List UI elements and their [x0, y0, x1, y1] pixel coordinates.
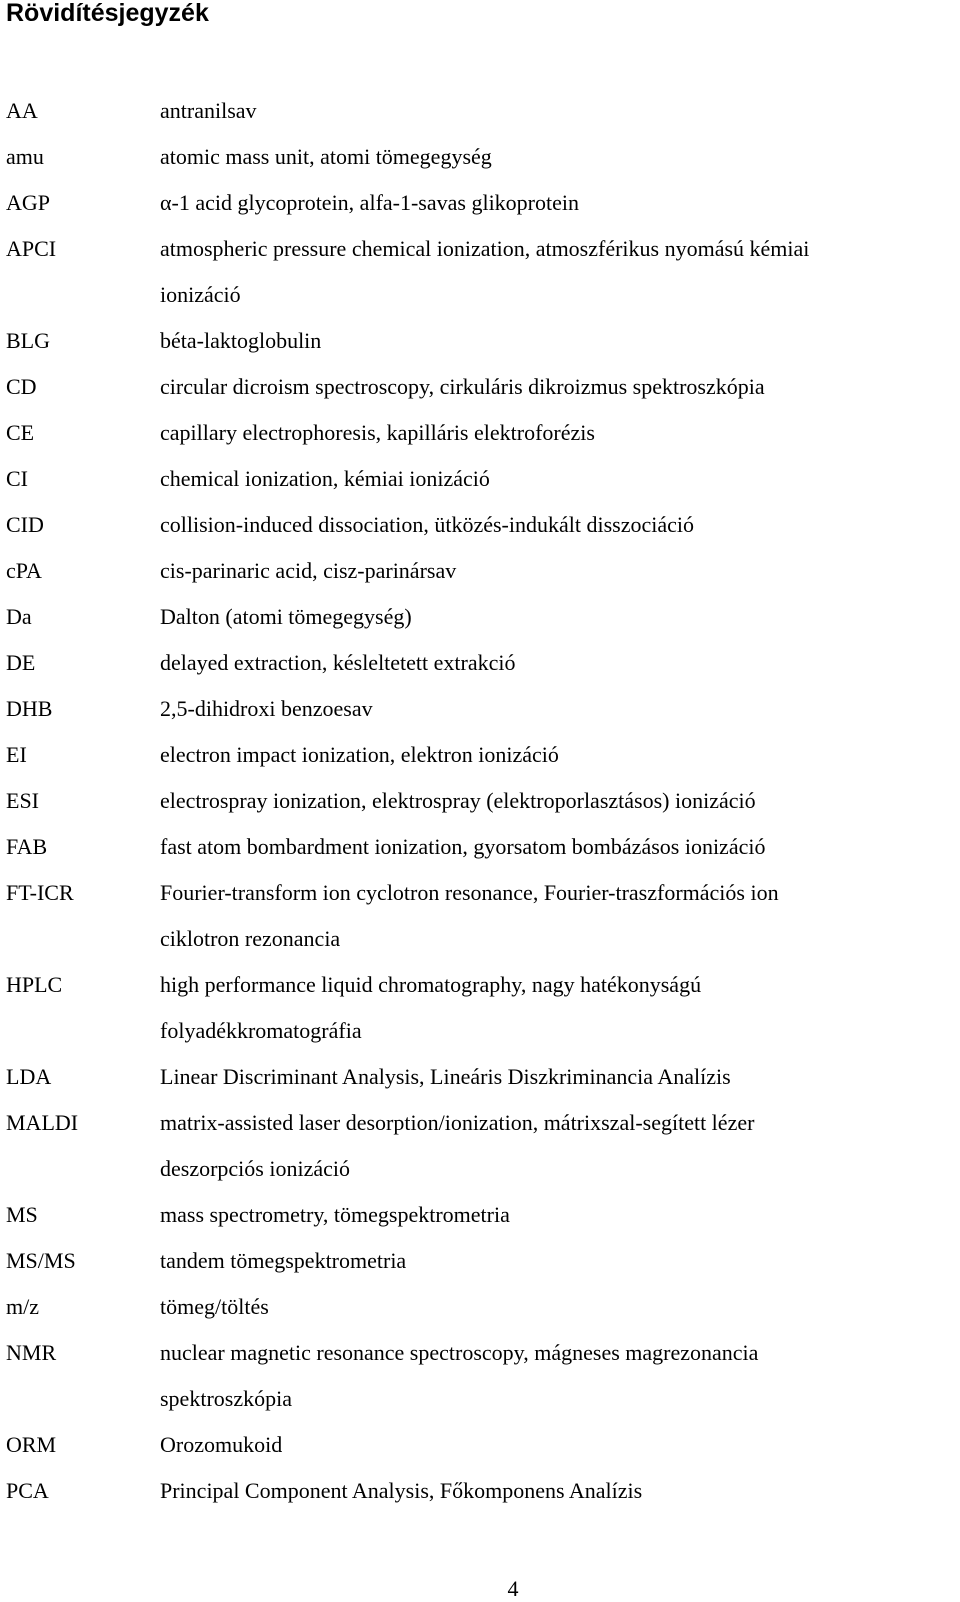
- abbreviation-definition: Orozomukoid: [160, 1432, 283, 1457]
- abbreviation-term: FT-ICR: [6, 880, 74, 905]
- abbreviation-definition: mass spectrometry, tömegspektrometria: [160, 1202, 510, 1227]
- abbreviation-row: [0, 1192, 960, 1238]
- abbreviation-term: m/z: [6, 1294, 39, 1319]
- abbreviation-definition: cis-parinaric acid, cisz-parinársav: [160, 558, 457, 583]
- abbreviation-term: HPLC: [6, 972, 63, 997]
- abbreviation-definition: tömeg/töltés: [160, 1294, 269, 1319]
- abbreviation-term: DHB: [6, 696, 53, 721]
- abbreviation-row: [0, 502, 960, 548]
- abbreviation-definition: Dalton (atomi tömegegység): [160, 604, 412, 629]
- abbreviation-row: [0, 364, 960, 410]
- abbreviation-term: EI: [6, 742, 27, 767]
- abbreviation-term: ORM: [6, 1432, 57, 1457]
- abbreviation-row: [0, 88, 960, 134]
- abbreviation-row: [0, 732, 960, 778]
- abbreviation-definition: nuclear magnetic resonance spectroscopy, mágneses magrezonancia spektroszkópia: [160, 1340, 759, 1411]
- abbreviation-term: NMR: [6, 1340, 57, 1365]
- abbreviation-row: [0, 410, 960, 456]
- abbreviation-term: MALDI: [6, 1110, 79, 1135]
- abbreviation-row: [0, 1284, 960, 1330]
- abbreviation-row: [0, 456, 960, 502]
- abbreviation-definition: tandem tömegspektrometria: [160, 1248, 407, 1273]
- abbreviation-row: [0, 318, 960, 364]
- abbreviation-definition: capillary electrophoresis, kapilláris elektroforézis: [160, 420, 595, 445]
- abbreviation-row: [0, 1100, 960, 1192]
- abbreviation-term: AGP: [6, 190, 51, 215]
- abbreviation-term: ESI: [6, 788, 39, 813]
- abbreviation-term: MS/MS: [6, 1248, 76, 1273]
- abbreviation-term: FAB: [6, 834, 48, 859]
- abbreviation-row: [0, 870, 960, 962]
- abbreviation-term: CID: [6, 512, 44, 537]
- abbreviation-term: PCA: [6, 1478, 49, 1503]
- abbreviation-definition: Linear Discriminant Analysis, Lineáris Diszkriminancia Analízis: [160, 1064, 731, 1089]
- abbreviation-term: amu: [6, 144, 44, 169]
- abbreviation-definition: atmospheric pressure chemical ionization, atmoszférikus nyomású kémiai ionizáció: [160, 236, 810, 307]
- page-title: Rövidítésjegyzék: [6, 0, 209, 27]
- abbreviation-term: DE: [6, 650, 36, 675]
- abbreviation-definition: electrospray ionization, elektrospray (elektroporlasztásos) ionizáció: [160, 788, 756, 813]
- abbreviation-row: [0, 1238, 960, 1284]
- abbreviation-term: cPA: [6, 558, 42, 583]
- abbreviation-term: BLG: [6, 328, 50, 353]
- abbreviation-definition: fast atom bombardment ionization, gyorsatom bombázásos ionizáció: [160, 834, 766, 859]
- abbreviation-row: [0, 1054, 960, 1100]
- abbreviation-definition: Principal Component Analysis, Főkomponens Analízis: [160, 1478, 643, 1503]
- abbreviation-definition: delayed extraction, késleltetett extrakció: [160, 650, 516, 675]
- abbreviation-definition: antranilsav: [160, 98, 257, 123]
- page-number: 4: [507, 1576, 519, 1601]
- abbreviation-term: CE: [6, 420, 35, 445]
- abbreviation-row: [0, 134, 960, 180]
- abbreviation-list: [0, 88, 960, 1514]
- abbreviation-definition: electron impact ionization, elektron ionizáció: [160, 742, 559, 767]
- abbreviation-row: [0, 640, 960, 686]
- abbreviation-definition: béta-laktoglobulin: [160, 328, 322, 353]
- abbreviation-definition: atomic mass unit, atomi tömegegység: [160, 144, 492, 169]
- abbreviation-row: [0, 180, 960, 226]
- abbreviation-term: AA: [6, 98, 38, 123]
- abbreviation-definition: chemical ionization, kémiai ionizáció: [160, 466, 490, 491]
- abbreviation-term: LDA: [6, 1064, 52, 1089]
- abbreviation-definition: Fourier-transform ion cyclotron resonance, Fourier-traszformációs ion ciklotron rezonancia: [160, 880, 779, 951]
- abbreviation-definition: high performance liquid chromatography, nagy hatékonyságú folyadékkromatográfia: [160, 972, 702, 1043]
- abbreviation-row: [0, 778, 960, 824]
- abbreviation-definition: 2,5-dihidroxi benzoesav: [160, 696, 373, 721]
- abbreviation-term: APCI: [6, 236, 57, 261]
- abbreviation-term: CD: [6, 374, 37, 399]
- abbreviation-term: Da: [6, 604, 32, 629]
- abbreviation-row: [0, 1330, 960, 1422]
- abbreviation-definition: matrix-assisted laser desorption/ionization, mátrixszal-segített lézer deszorpciós ionizáció: [160, 1110, 755, 1181]
- abbreviation-definition: collision-induced dissociation, ütközés-indukált disszociáció: [160, 512, 694, 537]
- abbreviation-term: MS: [6, 1202, 38, 1227]
- abbreviation-row: [0, 1468, 960, 1514]
- abbreviation-row: [0, 594, 960, 640]
- abbreviation-row: [0, 962, 960, 1054]
- abbreviation-definition: α-1 acid glycoprotein, alfa-1-savas glikoprotein: [160, 190, 579, 215]
- abbreviation-row: [0, 548, 960, 594]
- abbreviation-row: [0, 824, 960, 870]
- abbreviation-term: CI: [6, 466, 28, 491]
- abbreviation-definition: circular dicroism spectroscopy, cirkuláris dikroizmus spektroszkópia: [160, 374, 765, 399]
- abbreviation-row: [0, 1422, 960, 1468]
- abbreviation-row: [0, 686, 960, 732]
- abbreviation-row: [0, 226, 960, 318]
